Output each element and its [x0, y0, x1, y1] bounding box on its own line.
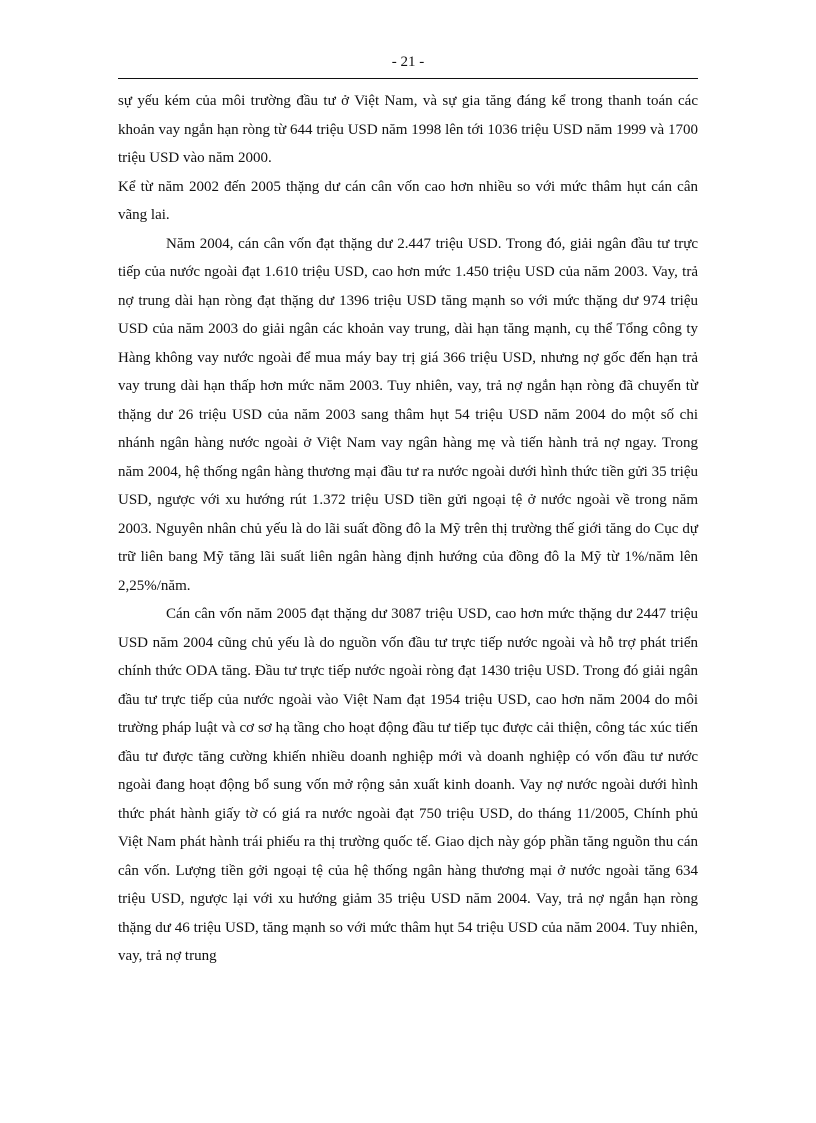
paragraph-continuation: sự yếu kém của môi trường đầu tư ở Việt Nam, và sự gia tăng đáng kể trong thanh toán các khoản vay ngắn hạn ròng từ 644 triệu USD năm 1998 lên tới 1036 triệu USD năm 1999 và 1700 triệu USD vào năm 2000.: [118, 93, 698, 166]
paragraph-2004: Năm 2004, cán cân vốn đạt thặng dư 2.447 triệu USD. Trong đó, giải ngân đầu tư trực tiếp của nước ngoài đạt 1.610 triệu USD, cao hơn mức 1.450 triệu USD của năm 2003. Vay, trả nợ trung dài hạn ròng đạt thặng dư 1396 triệu USD tăng mạnh so với mức thặng dư 974 triệu USD của năm 2003 do giải ngân các khoản vay trung, dài hạn tăng mạnh, cụ thể Tổng công ty Hàng không vay nước ngoài để mua máy bay trị giá 366 triệu USD, nhưng nợ gốc đến hạn trả vay trung dài hạn thấp hơn mức năm 2003. Tuy nhiên, vay, trả nợ ngắn hạn ròng đã chuyển từ thặng dư 26 triệu USD của năm 2003 sang thâm hụt 54 triệu USD năm 2004 do một số chi nhánh ngân hàng nước ngoài ở Việt Nam vay ngân hàng mẹ và tiến hành trả nợ ngay. Trong năm 2004, hệ thống ngân hàng thương mại đầu tư ra nước ngoài dưới hình thức tiền gửi 35 triệu USD, ngược với xu hướng rút 1.372 triệu USD tiền gửi ngoại tệ ở nước ngoài về trong năm 2003. Nguyên nhân chủ yếu là do lãi suất đồng đô la Mỹ trên thị trường thế giới tăng do Cục dự trữ liên bang Mỹ tăng lãi suất liên ngân hàng định hướng của đồng đô la Mỹ từ 1%/năm lên 2,25%/năm.: [118, 235, 698, 594]
body-text: [118, 87, 698, 971]
paragraph-2005: Cán cân vốn năm 2005 đạt thặng dư 3087 triệu USD, cao hơn mức thặng dư 2447 triệu USD năm 2004 cũng chủ yếu là do nguồn vốn đầu tư trực tiếp nước ngoài và hỗ trợ phát triển chính thức ODA tăng. Đầu tư trực tiếp nước ngoài ròng đạt 1430 triệu USD. Trong đó giải ngân đầu tư trực tiếp của nước ngoài vào Việt Nam đạt 1954 triệu USD, cao hơn năm 2004 do môi trường pháp luật và cơ sơ hạ tầng cho hoạt động đầu tư tiếp tục được cải thiện, công tác xúc tiến đầu tư được tăng cường khiến nhiều doanh nghiệp mới và doanh nghiệp có vốn đầu tư nước ngoài đang hoạt động bổ sung vốn mở rộng sản xuất kinh doanh. Vay nợ nước ngoài dưới hình thức phát hành giấy tờ có giá ra nước ngoài đạt 750 triệu USD, do tháng 11/2005, Chính phủ Việt Nam phát hành trái phiếu ra thị trường quốc tế. Giao dịch này góp phần tăng nguồn thu cán cân vốn. Lượng tiền gởi ngoại tệ của hệ thống ngân hàng thương mại ở nước ngoài tăng 634 triệu USD, ngược lại với xu hướng giảm 35 triệu USD năm 2004. Vay, trả nợ ngắn hạn ròng thặng dư 46 triệu USD, tăng mạnh so với mức thâm hụt 54 triệu USD của năm 2004. Tuy nhiên, vay, trả nợ trung: [118, 606, 698, 964]
page-number: - 21 -: [391, 54, 425, 70]
paragraph-summary: Kể từ năm 2002 đến 2005 thặng dư cán cân vốn cao hơn nhiều so với mức thâm hụt cán cân vãng lai.: [118, 178, 698, 223]
header-divider: [118, 78, 698, 79]
